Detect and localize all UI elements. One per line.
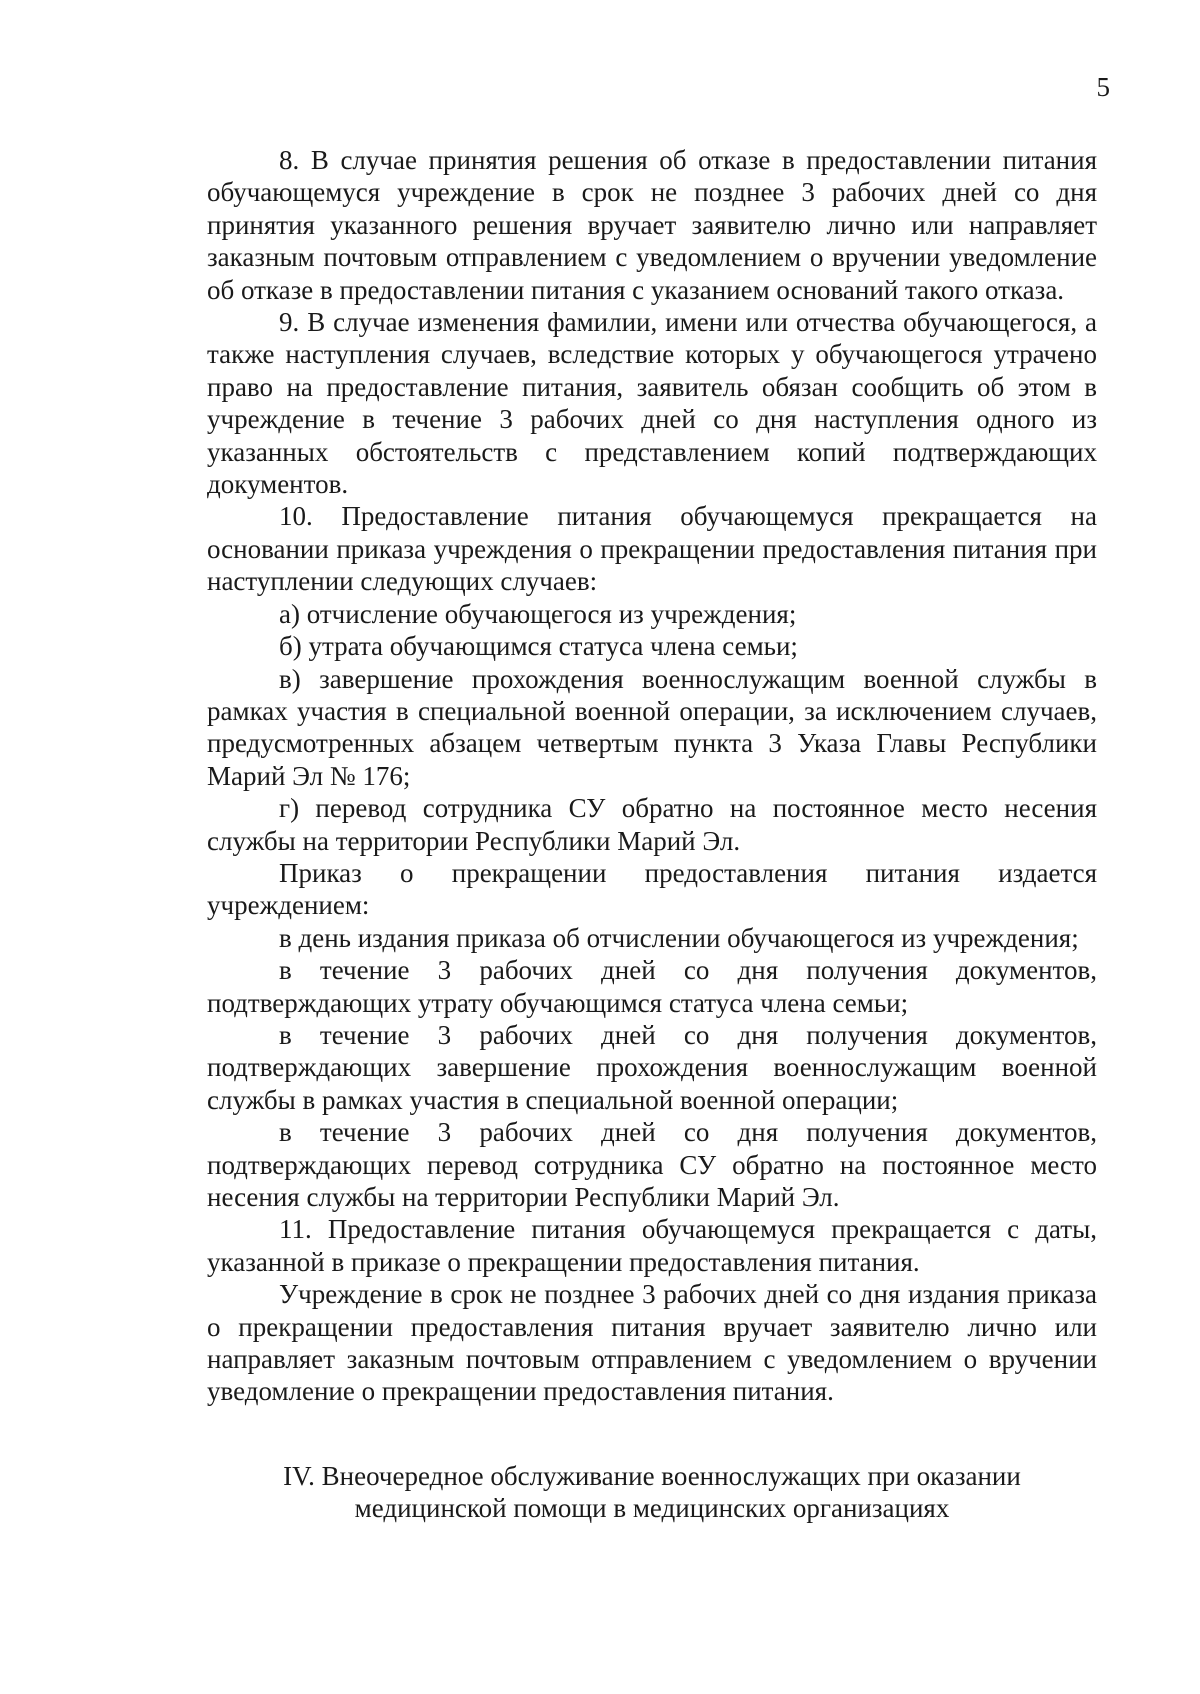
section-heading-line-2: медицинской помощи в медицинских организациях bbox=[354, 1493, 950, 1524]
order-term-transfer: в течение 3 рабочих дней со дня получения документов, подтверждающих перевод сотрудника СУ обратно на постоянное место несения службы на территории Республики Марий Эл. bbox=[207, 1117, 1097, 1212]
paragraph-9: 9. В случае изменения фамилии, имени или отчества обучающегося, а также наступления случаев, вследствие которых у обучающегося утрачено право на предоставление питания, заявитель обязан сообщить об этом в учреждение в течение 3 рабочих дней со дня наступления одного из указанных обстоятельств с представлением копий подтверждающих документов. bbox=[207, 307, 1097, 500]
section-heading bbox=[207, 1460, 1097, 1525]
order-term-family-status: в течение 3 рабочих дней со дня получения документов, подтверждающих утрату обучающимся статуса члена семьи; bbox=[207, 955, 1097, 1018]
list-item-b: б) утрата обучающимся статуса члена семьи; bbox=[279, 631, 798, 662]
list-item-v: в) завершение прохождения военнослужащим военной службы в рамках участия в специальной военной операции, за исключением случаев, предусмотренных абзацем четвертым пункта 3 Указа Главы Республики Марий Эл № 176; bbox=[207, 663, 1097, 791]
paragraph-11: 11. Предоставление питания обучающемуся прекращается с даты, указанной в приказе о прекращении предоставления питания. bbox=[207, 1214, 1097, 1277]
order-intro-paragraph: Приказ о прекращении предоставления питания издается учреждением: bbox=[207, 857, 1097, 921]
order-term-expulsion: в день издания приказа об отчислении обучающегося из учреждения; bbox=[279, 922, 1079, 953]
notification-paragraph: Учреждение в срок не позднее 3 рабочих дней со дня издания приказа о прекращении предоставления питания вручает заявителю лично или направляет заказным почтовым отправлением с уведомлением о вручении уведомление о прекращении предоставления питания. bbox=[207, 1279, 1097, 1407]
list-item-a: а) отчисление обучающегося из учреждения; bbox=[279, 598, 797, 629]
list-item-g: г) перевод сотрудника СУ обратно на постоянное место несения службы на территории Республики Марий Эл. bbox=[207, 793, 1097, 856]
document-body bbox=[207, 144, 1097, 1525]
page-number: 5 bbox=[1096, 72, 1110, 102]
order-term-service-completion: в течение 3 рабочих дней со дня получения документов, подтверждающих завершение прохождения военнослужащим военной службы в рамках участия в специальной военной операции; bbox=[207, 1019, 1097, 1115]
section-heading-line-1: IV. Внеочередное обслуживание военнослужащих при оказании bbox=[283, 1460, 1021, 1491]
paragraph-10: 10. Предоставление питания обучающемуся прекращается на основании приказа учреждения о прекращении предоставления питания при наступлении следующих случаев: bbox=[207, 501, 1097, 597]
paragraph-8: 8. В случае принятия решения об отказе в предоставлении питания обучающемуся учреждение в срок не позднее 3 рабочих дней со дня принятия указанного решения вручает заявителю лично или направляет заказным почтовым отправлением с уведомлением о вручении уведомление об отказе в предоставлении питания с указанием оснований такого отказа. bbox=[207, 145, 1097, 305]
